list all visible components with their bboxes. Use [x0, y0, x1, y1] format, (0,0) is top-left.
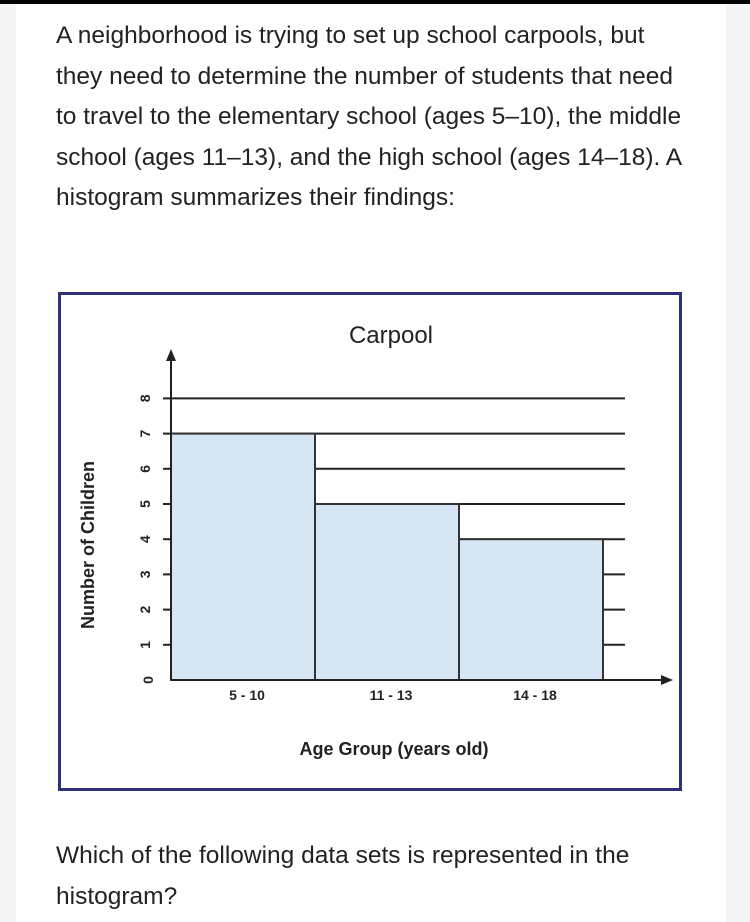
histogram-chart [58, 292, 682, 791]
x-axis-arrow [661, 675, 673, 685]
y-tick-label: 3 [137, 570, 153, 579]
question-prompt: Which of the following data sets is represented in the histogram? [56, 842, 630, 910]
chart-svg [61, 295, 679, 788]
bar [315, 504, 459, 680]
y-tick-labels [137, 394, 156, 684]
y-tick-label: 8 [137, 394, 153, 403]
x-tick-label: 14 - 18 [513, 687, 557, 703]
x-tick-label: 5 - 10 [229, 687, 265, 703]
bar [171, 434, 315, 680]
y-axis-label: Number of Children [78, 460, 98, 630]
y-tick-label: 1 [137, 640, 153, 649]
x-tick-label: 11 - 13 [369, 687, 413, 703]
bar [459, 539, 603, 680]
x-tick-labels [229, 687, 557, 703]
question-text: A neighborhood is trying to set up school carpools, but they need to determine the number of students that need to travel to the elementary school (ages 5–10), the middle school (ages 11–13), and the high school (ages 14–18). A histogram summarizes their findings: [56, 22, 682, 211]
y-tick-label: 2 [137, 605, 153, 614]
x-axis-label: Age Group (years old) [299, 739, 489, 759]
y-tick-label: 0 [140, 676, 156, 684]
y-axis-arrow [166, 349, 176, 361]
y-tick-label: 5 [137, 500, 153, 508]
y-tick-label: 4 [137, 535, 153, 544]
y-tick-label: 6 [137, 464, 153, 473]
bars [171, 434, 603, 680]
question-card [16, 4, 726, 922]
chart-title: Carpool [348, 322, 434, 349]
y-tick-label: 7 [137, 429, 153, 438]
